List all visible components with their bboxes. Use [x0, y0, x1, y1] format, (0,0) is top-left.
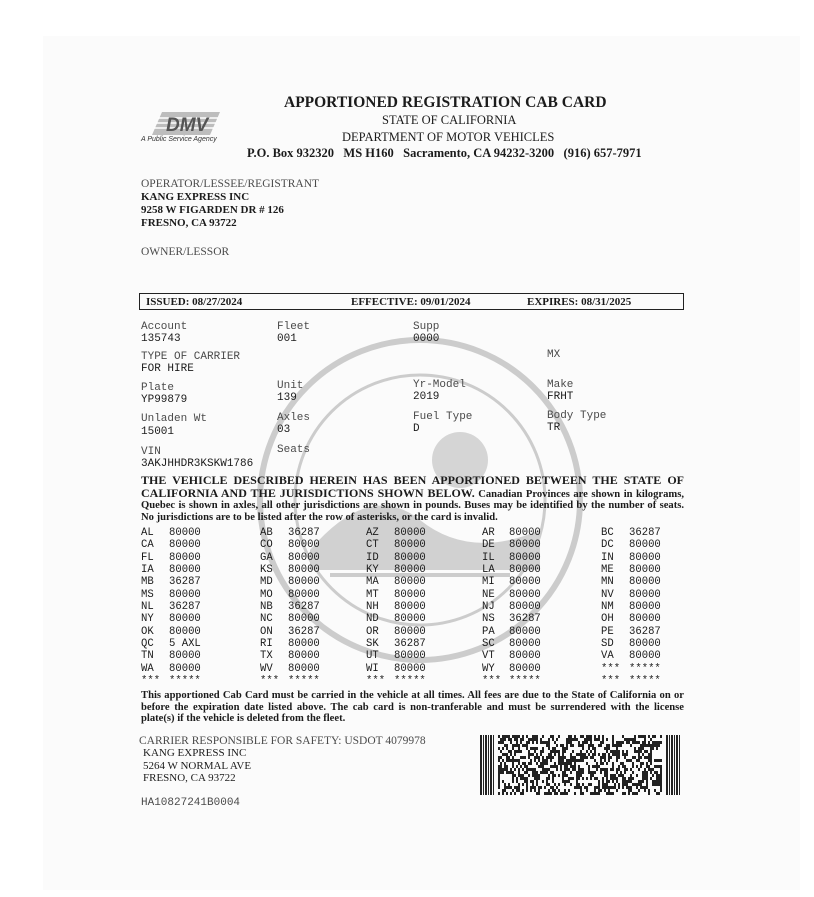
apportionment-notice [141, 475, 684, 523]
jurisdiction-weight: 80000 [509, 650, 541, 663]
vin-value: 3AKJHHDR3KSKW1786 [141, 458, 254, 470]
make-value: FRHT [547, 391, 574, 403]
jurisdiction-weight: 36287 [288, 601, 320, 614]
jurisdiction-code: OH [601, 613, 614, 626]
jurisdiction-code: *** [601, 675, 621, 688]
expires-date: EXPIRES: 08/31/2025 [527, 296, 632, 308]
jurisdiction-code: NS [482, 613, 495, 626]
jurisdiction-row [141, 527, 679, 539]
registrant-label: OPERATOR/LESSEE/REGISTRANT [141, 178, 320, 190]
department-address: P.O. Box 932320 MS H160 Sacramento, CA 94232-3200 (916) 657-7971 [247, 146, 642, 160]
jurisdiction-code: NC [260, 613, 273, 626]
fuel-type-label: Fuel Type [413, 411, 473, 423]
jurisdiction-weight: 80000 [629, 613, 661, 626]
state-name: STATE OF CALIFORNIA [382, 113, 517, 127]
jurisdiction-row [141, 650, 679, 662]
jurisdiction-weight: 80000 [288, 662, 320, 675]
jurisdiction-weight: 80000 [169, 650, 201, 663]
jurisdiction-code: CT [366, 539, 379, 552]
jurisdiction-code: SC [482, 638, 495, 651]
jurisdiction-weight: 80000 [509, 527, 541, 539]
owner-label: OWNER/LESSOR [141, 246, 230, 258]
seats-label: Seats [277, 444, 311, 456]
supp-value: 0000 [413, 333, 440, 345]
vin-label: VIN [141, 446, 161, 458]
jurisdiction-weight: 80000 [394, 551, 426, 564]
body-type-value: TR [547, 422, 561, 434]
jurisdiction-weight: 80000 [394, 527, 426, 539]
jurisdiction-row [141, 663, 679, 675]
jurisdiction-code: NH [366, 601, 379, 614]
jurisdiction-weight: ***** [169, 675, 201, 688]
unladen-weight-value: 15001 [141, 426, 175, 438]
jurisdiction-weight: 80000 [629, 601, 661, 614]
jurisdiction-code: LA [482, 564, 495, 577]
jurisdiction-code: DC [601, 539, 614, 552]
jurisdiction-row [141, 675, 679, 687]
jurisdiction-weight: 80000 [169, 613, 201, 626]
jurisdiction-code: QC [141, 638, 154, 651]
jurisdiction-code: OR [366, 625, 379, 638]
jurisdiction-weight: 80000 [394, 601, 426, 614]
jurisdiction-code: RI [260, 638, 273, 651]
registrant-city: FRESNO, CA 93722 [141, 217, 237, 229]
jurisdiction-code: IL [482, 551, 495, 564]
jurisdiction-code: KS [260, 564, 273, 577]
unladen-weight-label: Unladen Wt [141, 413, 208, 425]
jurisdiction-weight: 36287 [629, 625, 661, 638]
plate-value: YP99879 [141, 394, 188, 406]
unit-value: 139 [277, 392, 297, 404]
jurisdiction-weight: 80000 [169, 625, 201, 638]
jurisdiction-weight: ***** [629, 675, 661, 688]
fuel-type-value: D [413, 423, 420, 435]
jurisdiction-weight: 36287 [509, 613, 541, 626]
jurisdiction-code: NM [601, 601, 614, 614]
logo-tagline: A Public Service Agency [141, 136, 217, 143]
jurisdiction-code: MT [366, 588, 379, 601]
jurisdiction-weight: 80000 [509, 564, 541, 577]
jurisdiction-code: TX [260, 650, 273, 663]
jurisdiction-weight: 36287 [629, 527, 661, 539]
jurisdiction-weight: 80000 [288, 576, 320, 589]
jurisdiction-code: WA [141, 662, 154, 675]
jurisdiction-code: NJ [482, 601, 495, 614]
jurisdiction-code: DE [482, 539, 495, 552]
jurisdiction-weight: ***** [288, 675, 320, 688]
jurisdiction-row [141, 626, 679, 638]
jurisdiction-row [141, 564, 679, 576]
jurisdiction-code: IN [601, 551, 614, 564]
jurisdiction-weight: 5 AXL [169, 638, 201, 651]
jurisdiction-weight: 80000 [509, 551, 541, 564]
jurisdiction-code: BC [601, 527, 614, 539]
jurisdiction-weight: 80000 [169, 588, 201, 601]
jurisdiction-code: MI [482, 576, 495, 589]
jurisdiction-code: VA [601, 650, 614, 663]
jurisdiction-code: *** [260, 675, 280, 688]
jurisdiction-weight: 80000 [509, 662, 541, 675]
jurisdiction-code: IA [141, 564, 154, 577]
plate-label: Plate [141, 382, 175, 394]
fleet-label: Fleet [277, 321, 311, 333]
jurisdiction-row [141, 552, 679, 564]
jurisdiction-weight: 36287 [169, 576, 201, 589]
jurisdiction-code: WY [482, 662, 495, 675]
jurisdiction-code: AB [260, 527, 273, 539]
jurisdiction-weight: 80000 [394, 613, 426, 626]
pdf417-barcode [480, 735, 682, 795]
jurisdictions-table [141, 527, 679, 687]
fleet-value: 001 [277, 333, 297, 345]
apportionment-notice-bold: THE VEHICLE DESCRIBED HEREIN HAS BEEN APPORTIONED BETWEEN THE STATE OF CALIFORNIA AND THE JURISDICTIONS SHOWN BELOW. [141, 473, 684, 500]
department-name: DEPARTMENT OF MOTOR VEHICLES [342, 130, 555, 144]
supp-label: Supp [413, 321, 440, 333]
jurisdiction-weight: 80000 [629, 650, 661, 663]
jurisdiction-weight: 80000 [169, 527, 201, 539]
jurisdiction-weight: 80000 [394, 662, 426, 675]
issued-date: ISSUED: 08/27/2024 [146, 296, 243, 308]
jurisdiction-weight: 80000 [288, 564, 320, 577]
jurisdiction-code: WI [366, 662, 379, 675]
axles-label: Axles [277, 412, 311, 424]
jurisdiction-weight: 80000 [169, 539, 201, 552]
jurisdiction-weight: 80000 [629, 539, 661, 552]
jurisdiction-code: MO [260, 588, 273, 601]
cab-card-notice: This apportioned Cab Card must be carried in the vehicle at all times. All fees are due to the State of California on or before the expiration date listed above. The cab card is non-tranferable and must be surrendered with the license plate(s) if the vehicle is deleted from the fleet. [141, 690, 684, 725]
jurisdiction-code: UT [366, 650, 379, 663]
jurisdiction-weight: 80000 [509, 625, 541, 638]
jurisdiction-code: NY [141, 613, 154, 626]
jurisdiction-weight: 80000 [394, 576, 426, 589]
jurisdiction-code: MS [141, 588, 154, 601]
jurisdiction-weight: 36287 [288, 527, 320, 539]
jurisdiction-code: MA [366, 576, 379, 589]
jurisdiction-weight: 80000 [629, 588, 661, 601]
jurisdiction-weight: ***** [629, 662, 661, 675]
safety-carrier-city: FRESNO, CA 93722 [143, 772, 236, 784]
jurisdiction-code: ND [366, 613, 379, 626]
svg-text:DMV: DMV [166, 115, 209, 136]
jurisdiction-code: *** [366, 675, 386, 688]
jurisdiction-row [141, 601, 679, 613]
dmv-logo [148, 110, 223, 136]
jurisdiction-code: TN [141, 650, 154, 663]
yr-model-label: Yr-Model [413, 379, 466, 391]
account-value: 135743 [141, 333, 181, 345]
jurisdiction-weight: 80000 [394, 625, 426, 638]
jurisdiction-weight: 80000 [509, 601, 541, 614]
jurisdiction-code: NV [601, 588, 614, 601]
jurisdiction-weight: ***** [394, 675, 426, 688]
jurisdiction-code: MN [601, 576, 614, 589]
jurisdiction-weight: 80000 [629, 564, 661, 577]
apportionment-notice-detail: Canadian Provinces are shown in kilograms, Quebec is shown in axles, all other jurisdictions are shown in pounds. Buses may be identified by the number of seats. No jurisdictions are to be listed after the row of asterisks, or the card is invalid. [141, 488, 684, 523]
jurisdiction-row [141, 613, 679, 625]
jurisdiction-weight: 80000 [288, 588, 320, 601]
jurisdiction-code: KY [366, 564, 379, 577]
jurisdiction-weight: ***** [509, 675, 541, 688]
jurisdiction-code: PE [601, 625, 614, 638]
jurisdiction-code: ME [601, 564, 614, 577]
jurisdiction-code: NE [482, 588, 495, 601]
jurisdiction-code: PA [482, 625, 495, 638]
jurisdiction-weight: 80000 [288, 638, 320, 651]
jurisdiction-code: MD [260, 576, 273, 589]
jurisdiction-weight: 80000 [169, 662, 201, 675]
account-label: Account [141, 321, 188, 333]
safety-carrier-label: CARRIER RESPONSIBLE FOR SAFETY: USDOT 4079978 [139, 735, 426, 747]
jurisdiction-weight: 80000 [509, 576, 541, 589]
jurisdiction-weight: 36287 [394, 638, 426, 651]
unit-label: Unit [277, 380, 304, 392]
jurisdiction-code: *** [141, 675, 161, 688]
registrant-street: 9258 W FIGARDEN DR # 126 [141, 204, 284, 216]
jurisdiction-row [141, 638, 679, 650]
jurisdiction-weight: 80000 [288, 650, 320, 663]
jurisdiction-weight: 80000 [394, 564, 426, 577]
safety-carrier-street: 5264 W NORMAL AVE [143, 760, 252, 772]
jurisdiction-code: VT [482, 650, 495, 663]
jurisdiction-weight: 36287 [169, 601, 201, 614]
effective-date: EFFECTIVE: 09/01/2024 [351, 296, 471, 308]
jurisdiction-code: *** [601, 662, 621, 675]
jurisdiction-weight: 80000 [288, 613, 320, 626]
jurisdiction-code: GA [260, 551, 273, 564]
jurisdiction-weight: 80000 [629, 638, 661, 651]
jurisdiction-weight: 80000 [509, 588, 541, 601]
document-number: HA10827241B0004 [141, 797, 241, 809]
jurisdiction-weight: 80000 [509, 539, 541, 552]
jurisdiction-weight: 80000 [169, 551, 201, 564]
mx-label: MX [547, 349, 561, 361]
jurisdiction-code: AZ [366, 527, 379, 539]
jurisdiction-weight: 80000 [288, 539, 320, 552]
jurisdiction-code: NL [141, 601, 154, 614]
jurisdiction-weight: 80000 [629, 576, 661, 589]
jurisdiction-weight: 80000 [394, 650, 426, 663]
jurisdiction-row [141, 576, 679, 588]
registrant-name: KANG EXPRESS INC [141, 191, 250, 203]
card-title: APPORTIONED REGISTRATION CAB CARD [284, 94, 607, 111]
jurisdiction-code: OK [141, 625, 154, 638]
jurisdiction-weight: 80000 [394, 588, 426, 601]
make-label: Make [547, 379, 574, 391]
axles-value: 03 [277, 424, 291, 436]
carrier-type-label: TYPE OF CARRIER [141, 351, 241, 363]
jurisdiction-weight: 80000 [169, 564, 201, 577]
jurisdiction-code: SK [366, 638, 379, 651]
jurisdiction-code: ON [260, 625, 273, 638]
jurisdiction-weight: 36287 [288, 625, 320, 638]
jurisdiction-code: CA [141, 539, 154, 552]
safety-carrier-name: KANG EXPRESS INC [143, 747, 247, 759]
jurisdiction-weight: 80000 [394, 539, 426, 552]
body-type-label: Body Type [547, 410, 607, 422]
jurisdiction-code: ID [366, 551, 379, 564]
jurisdiction-code: MB [141, 576, 154, 589]
jurisdiction-row [141, 589, 679, 601]
jurisdiction-code: FL [141, 551, 154, 564]
jurisdiction-code: SD [601, 638, 614, 651]
jurisdiction-code: AR [482, 527, 495, 539]
jurisdiction-row [141, 539, 679, 551]
jurisdiction-code: AL [141, 527, 154, 539]
jurisdiction-weight: 80000 [629, 551, 661, 564]
jurisdiction-weight: 80000 [288, 551, 320, 564]
yr-model-value: 2019 [413, 391, 440, 403]
jurisdiction-code: CO [260, 539, 273, 552]
jurisdiction-code: WV [260, 662, 273, 675]
jurisdiction-code: NB [260, 601, 273, 614]
jurisdiction-weight: 80000 [509, 638, 541, 651]
jurisdiction-code: *** [482, 675, 502, 688]
carrier-type-value: FOR HIRE [141, 363, 194, 375]
